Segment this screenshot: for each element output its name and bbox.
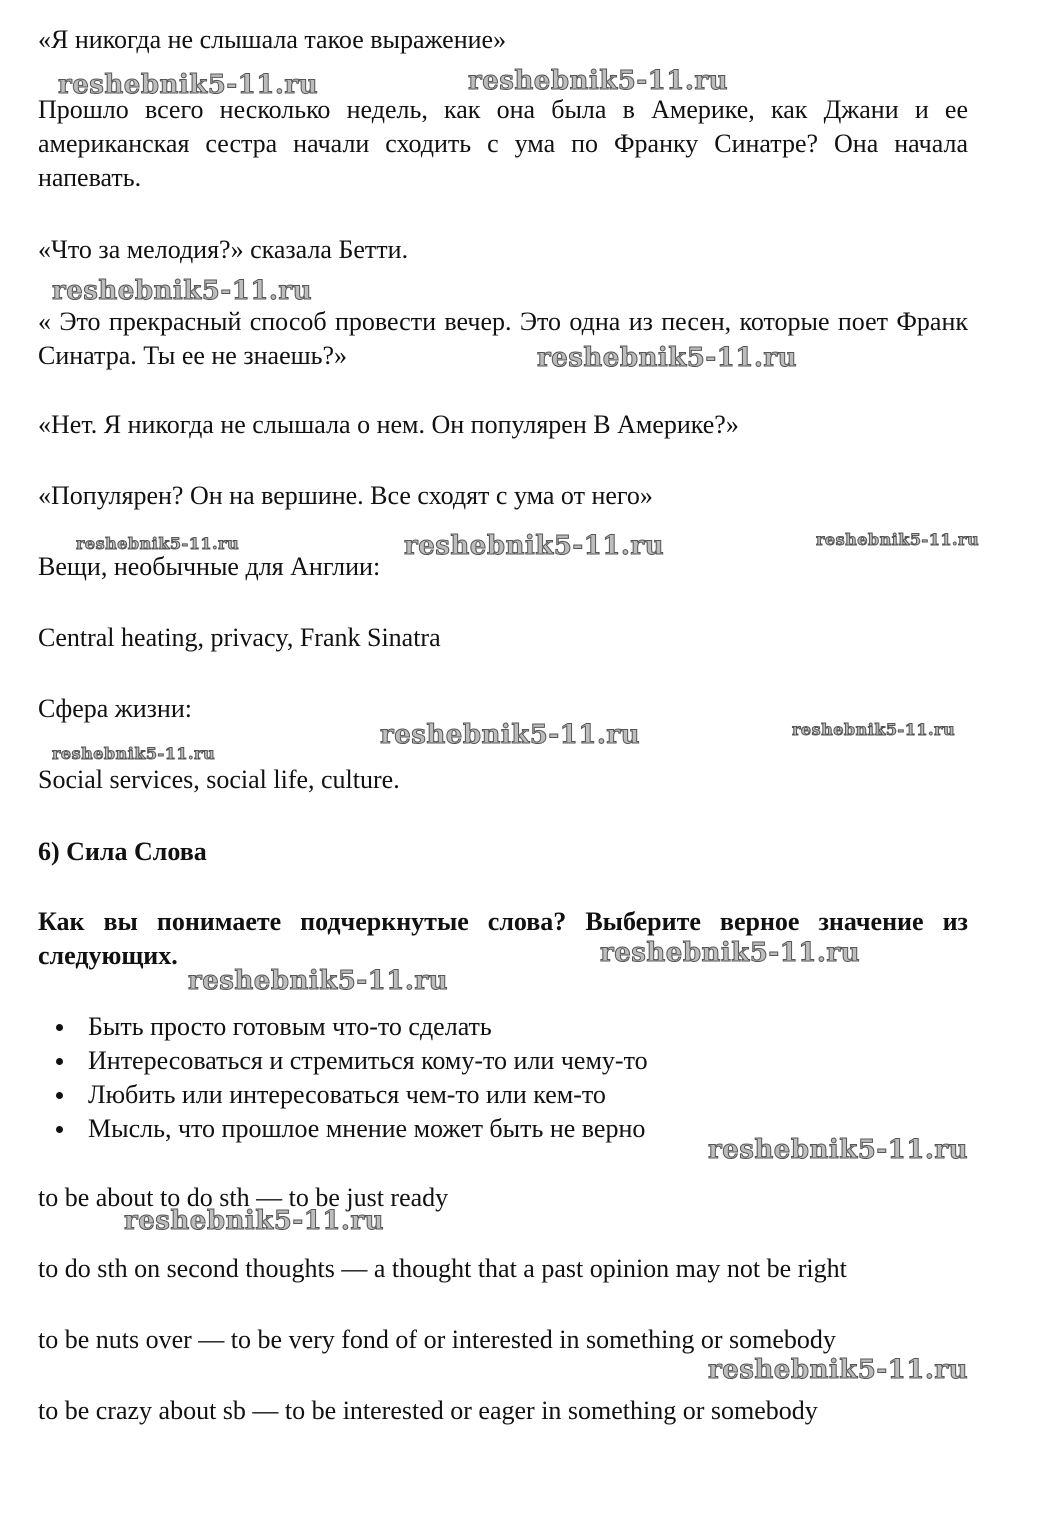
- quote-line-4: «Популярен? Он на вершине. Все сходят с ума от него»: [38, 481, 653, 510]
- quote-line-2: «Что за мелодия?» сказала Бетти.: [38, 235, 409, 264]
- bullet-icon: [56, 1126, 63, 1133]
- watermark: reshebnik5-11.ru: [816, 530, 980, 549]
- watermark: reshebnik5-11.ru: [792, 720, 956, 739]
- definition-1: to be about to do sth — to be just ready: [38, 1183, 449, 1212]
- watermark: reshebnik5-11.ru: [76, 534, 240, 553]
- watermark: reshebnik5-11.ru: [600, 938, 861, 968]
- paragraph-sinatra-song: « Это прекрасный способ провести вечер. Это одна из песен, которые поет Франк Синатра. Ты ее не знаешь?»: [38, 307, 968, 370]
- watermark: reshebnik5-11.ru: [708, 1355, 969, 1385]
- bullet-icon: [56, 1092, 63, 1099]
- section-heading: 6) Сила Слова: [38, 837, 207, 866]
- watermark: reshebnik5-11.ru: [708, 1135, 969, 1165]
- quote-line-3: «Нет. Я никогда не слышала о нем. Он популярен В Америке?»: [38, 410, 739, 439]
- things-unusual-label: Вещи, необычные для Англии:: [38, 552, 381, 581]
- quote-line-1: «Я никогда не слышала такое выражение»: [38, 25, 507, 54]
- definition-3: to be nuts over — to be very fond of or interested in something or somebody: [38, 1325, 836, 1354]
- watermark: reshebnik5-11.ru: [404, 531, 665, 561]
- list-item: Мысль, что прошлое мнение может быть не верно: [38, 1112, 968, 1146]
- sphere-label: Сфера жизни:: [38, 694, 192, 723]
- paragraph-america: Прошло всего несколько недель, как она была в Америке, как Джани и ее американская сестра начали сходить с ума по Франку Синатре? Она начала напевать.: [38, 95, 968, 192]
- watermark: reshebnik5-11.ru: [380, 720, 641, 750]
- watermark: reshebnik5-11.ru: [468, 66, 729, 96]
- bullet-icon: [56, 1058, 63, 1065]
- bullet-icon: [56, 1024, 63, 1031]
- watermark: reshebnik5-11.ru: [188, 966, 449, 996]
- list-item: Любить или интересоваться чем-то или кем-то: [38, 1078, 968, 1112]
- watermark: reshebnik5-11.ru: [537, 343, 798, 373]
- list-item: Быть просто готовым что-то сделать: [38, 1010, 968, 1044]
- watermark: reshebnik5-11.ru: [52, 744, 216, 763]
- watermark: reshebnik5-11.ru: [52, 276, 313, 306]
- meaning-options-list: [38, 1010, 968, 1146]
- list-item: Интересоваться и стремиться кому-то или чему-то: [38, 1044, 968, 1078]
- definition-2: to do sth on second thoughts — a thought that a past opinion may not be right: [38, 1254, 847, 1283]
- sphere-list: Social services, social life, culture.: [38, 765, 400, 794]
- things-unusual-list: Central heating, privacy, Frank Sinatra: [38, 623, 441, 652]
- definition-4: to be crazy about sb — to be interested or eager in something or somebody: [38, 1396, 818, 1425]
- watermark: reshebnik5-11.ru: [58, 70, 319, 100]
- watermark: reshebnik5-11.ru: [124, 1206, 385, 1236]
- task-instruction: Как вы понимаете подчеркнутые слова? Выберите верное значение из следующих.: [38, 907, 968, 970]
